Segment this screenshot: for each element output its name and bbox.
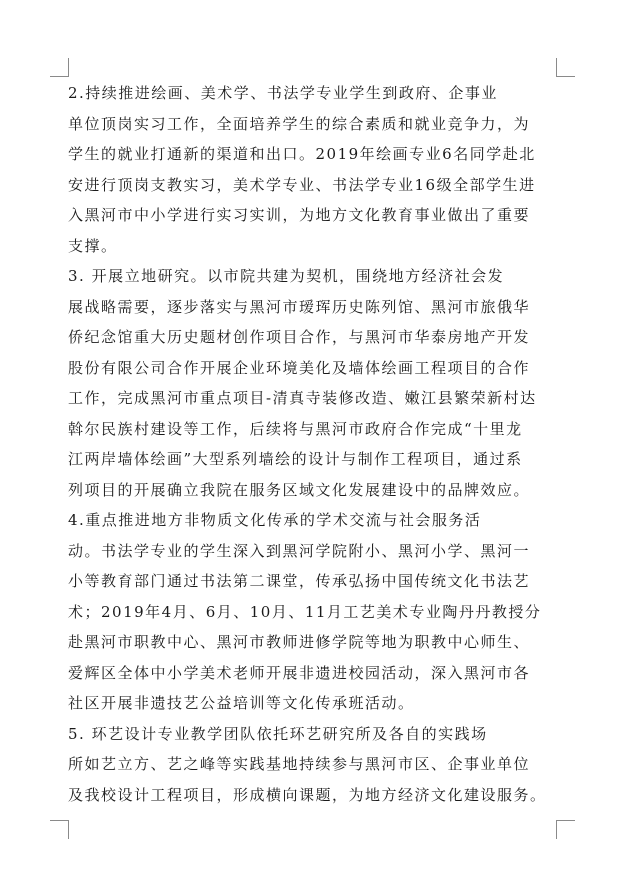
crop-mark-top-left — [50, 58, 69, 77]
paragraph-5: 5. 环艺设计专业教学团队依托环艺研究所及各自的实践场 所如艺立方、艺之峰等实践基地持续参与黑河市区、企事业单位 及我校设计工程项目，形成横向课题，为地方经济文化建设服务。 — [68, 724, 547, 804]
crop-mark-bottom-right — [556, 820, 575, 839]
paragraph-2: 2.持续推进绘画、美术学、书法学专业学生到政府、企事业 单位顶岗实习工作，全面培养学生的综合素质和就业竞争力，为 学生的就业打通新的渠道和出口。2019年绘画专业6名同学赴北 安进行顶岗支教实习，美术学专业、书法学专业16级全部学生进 入黑河市中小学进行实习实训，为地方文化教育事业做出了重要 支撑。 — [68, 84, 536, 255]
paragraph-4: 4.重点推进地方非物质文化传承的学术交流与社会服务活 动。书法学专业的学生深入到黑河学院附小、黑河小学、黑河一 小等教育部门通过书法第二课堂，传承弘扬中国传统文化书法艺 术；2019年4月、6月、10月、11月工艺美术专业陶丹丹教授分 赴黑河市职教中心、黑河市教师进修学院等地为职教中心师生、 爱辉区全体中小学美术老师开展非遗进校园活动，深入黑河市各 社区开展非遗技艺公益培训等文化传承班活动。 — [68, 511, 542, 712]
document-body — [68, 78, 556, 810]
paragraph-3: 3. 开展立地研究。以市院共建为契机，围绕地方经济社会发 展战略需要，逐步落实与黑河市瑷珲历史陈列馆、黑河市旅俄华 侨纪念馆重大历史题材创作项目合作，与黑河市华泰房地产开发 股份有限公司合作开展企业环境美化及墙体绘画工程项目的合作 工作，完成黑河市重点项目-清真寺装修改造、嫩江县繁荣新村达 斡尔民族村建设等工作，后续将与黑河市政府合作完成“十里龙 江两岸墙体绘画”大型系列墙绘的设计与制作工程项目，通过系 列项目的开展确立我院在服务区域文化发展建设中的品牌效应。 — [68, 267, 537, 499]
crop-mark-bottom-left — [50, 820, 69, 839]
crop-mark-top-right — [556, 58, 575, 77]
